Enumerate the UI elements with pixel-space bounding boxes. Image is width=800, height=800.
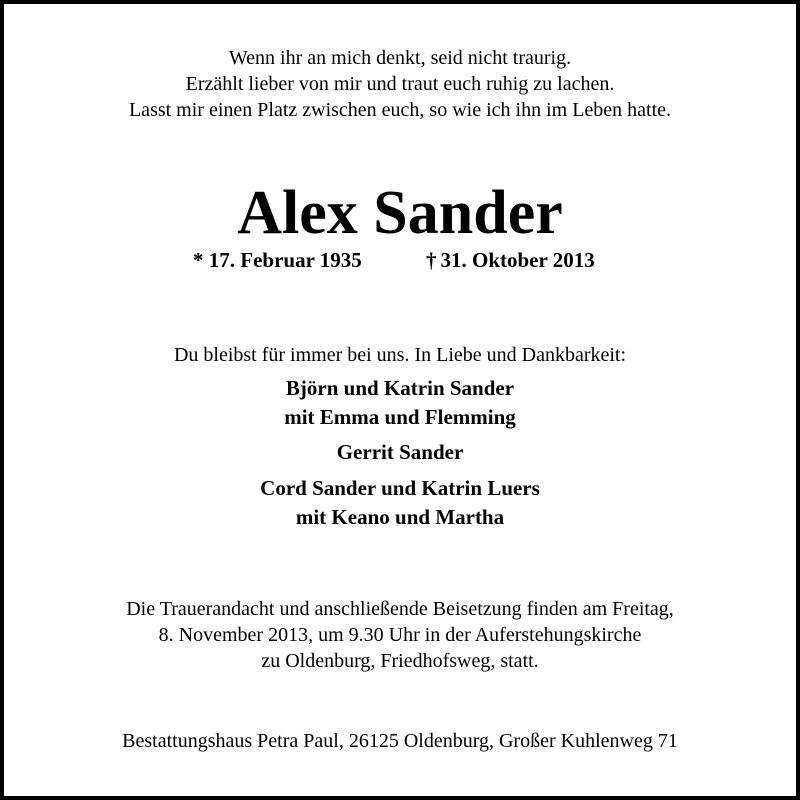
death-date: 31. Oktober 2013 bbox=[440, 248, 595, 272]
family-line: Gerrit Sander bbox=[336, 440, 464, 464]
family-line: Björn und Katrin Sander bbox=[285, 376, 515, 400]
memorial-poem bbox=[0, 45, 800, 123]
poem-line-2: Erzählt lieber von mir und traut euch ruhig zu lachen. bbox=[185, 73, 615, 95]
family-group-1 bbox=[0, 374, 800, 432]
family-group-2 bbox=[0, 438, 800, 467]
ceremony-line-2: 8. November 2013, um 9.30 Uhr in der Auferstehungskirche bbox=[158, 624, 642, 646]
deceased-name: Alex Sander bbox=[237, 179, 563, 247]
life-dates bbox=[0, 245, 800, 275]
dedication-text: Du bleibst für immer bei uns. In Liebe und Dankbarkeit: bbox=[173, 344, 627, 366]
birth-date: * 17. Februar 1935 bbox=[193, 248, 362, 272]
death-date-group bbox=[426, 245, 595, 275]
family-line: mit Emma und Flemming bbox=[284, 405, 516, 429]
ceremony-line-1: Die Trauerandacht und anschließende Beisetzung finden am Freitag, bbox=[126, 598, 674, 620]
family-group-3 bbox=[0, 474, 800, 532]
family-line: Cord Sander und Katrin Luers bbox=[260, 476, 540, 500]
family-line: mit Keano und Martha bbox=[295, 505, 505, 529]
cross-icon: † bbox=[426, 248, 437, 272]
poem-line-1: Wenn ihr an mich denkt, seid nicht traurig. bbox=[228, 47, 572, 69]
ceremony-line-3: zu Oldenburg, Friedhofsweg, statt. bbox=[261, 650, 539, 672]
undertaker-info: Bestattungshaus Petra Paul, 26125 Oldenburg, Großer Kuhlenweg 71 bbox=[122, 730, 678, 752]
ceremony-info bbox=[0, 596, 800, 674]
poem-line-3: Lasst mir einen Platz zwischen euch, so wie ich ihn im Leben hatte. bbox=[128, 99, 672, 121]
